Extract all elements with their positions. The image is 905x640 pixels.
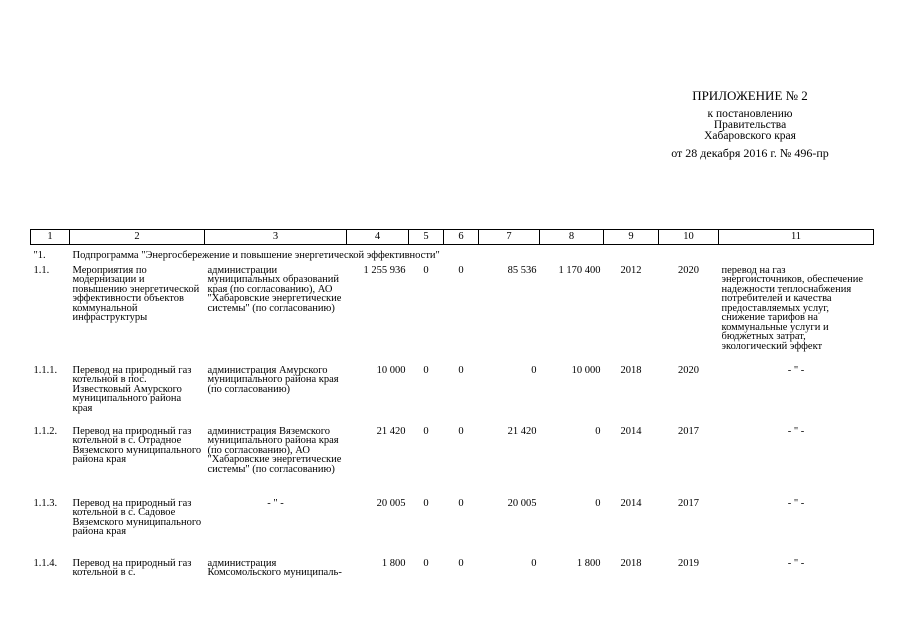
subprogram-number: "1. [33, 250, 46, 261]
row-col-5: 0 [423, 264, 429, 276]
appendix-line-1: к постановлению [707, 108, 793, 120]
row-executor: администрации муниципальных образований края (по согласованию), АО "Хабаровские энергетические системы" (по согласованию) [207, 264, 342, 314]
column-header: 11 [719, 230, 874, 245]
appendix-line-2: Правительства [713, 119, 787, 131]
row-col-9: 2014 [620, 497, 642, 509]
column-header: 10 [659, 230, 719, 245]
column-header: 6 [444, 230, 479, 245]
row-col-8: 0 [595, 425, 601, 437]
row-col-4: 21 420 [376, 425, 406, 437]
column-header: 8 [540, 230, 604, 245]
row-col-9: 2014 [620, 425, 642, 437]
appendix-date: от 28 декабря 2016 г. № 496-пр [671, 146, 829, 160]
row-executor: администрация Амурского муниципального района края (по согласованию) [207, 364, 339, 395]
row-col-6: 0 [458, 557, 464, 569]
row-col-6: 0 [458, 497, 464, 509]
row-name: Перевод на природный газ котельной в пос. Известковый Амурского муниципального района края [72, 364, 192, 414]
row-number: 1.1.2. [33, 425, 58, 437]
row-result: - " - [787, 364, 805, 376]
row-col-6: 0 [458, 364, 464, 376]
row-col-4: 20 005 [376, 497, 406, 509]
row-col-10: 2019 [678, 557, 699, 569]
row-result: - " - [787, 557, 805, 569]
row-number: 1.1. [33, 264, 50, 276]
row-col-9: 2018 [620, 364, 642, 376]
row-col-10: 2017 [678, 425, 699, 437]
row-name: Мероприятия по модернизации и повышению энергетической эффективности объектов коммунальной инфраструктуры [72, 264, 200, 323]
table-row [31, 263, 874, 363]
row-executor: - " - [267, 497, 284, 509]
row-col-4: 1 255 936 [363, 264, 406, 276]
column-header: 1 [31, 230, 70, 245]
row-col-6: 0 [458, 425, 464, 437]
row-col-7: 21 420 [507, 425, 537, 437]
column-number-row [31, 230, 874, 245]
row-name: Перевод на природный газ котельной в с. [72, 557, 192, 578]
column-header: 9 [604, 230, 659, 245]
row-result: перевод на газ энергоисточников, обеспечение надежности теплоснабжения потребителей и качества предоставляемых услуг, снижение тарифов на коммунальные услуги и бюджетных затрат, экологический эффект [721, 264, 863, 352]
table-row [31, 363, 874, 424]
column-header: 3 [205, 230, 347, 245]
row-name: Перевод на природный газ котельной в с. Садовое Вяземского муниципального района края [72, 497, 202, 537]
row-result: - " - [787, 497, 805, 509]
row-executor: администрация Комсомольского муниципаль- [207, 557, 342, 578]
row-col-10: 2020 [678, 264, 699, 276]
row-col-8: 10 000 [571, 364, 601, 376]
subprogram-title: Подпрограмма "Энергосбережение и повышение энергетической эффективности" [72, 250, 440, 261]
row-number: 1.1.4. [33, 557, 58, 569]
row-number: 1.1.1. [33, 364, 58, 376]
row-col-7: 0 [531, 364, 537, 376]
row-col-5: 0 [423, 497, 429, 509]
row-name: Перевод на природный газ котельной в с. Отрадное Вяземского муниципального района края [72, 425, 202, 465]
row-col-8: 1 170 400 [558, 264, 601, 276]
row-number: 1.1.3. [33, 497, 58, 509]
column-header: 4 [347, 230, 409, 245]
program-table [30, 229, 874, 586]
row-col-9: 2018 [620, 557, 642, 569]
row-col-5: 0 [423, 425, 429, 437]
table-row [31, 496, 874, 556]
column-header: 5 [409, 230, 444, 245]
row-col-7: 0 [531, 557, 537, 569]
row-col-10: 2017 [678, 497, 699, 509]
row-col-5: 0 [423, 364, 429, 376]
row-col-6: 0 [458, 264, 464, 276]
table-row [31, 424, 874, 496]
row-col-10: 2020 [678, 364, 699, 376]
row-col-8: 0 [595, 497, 601, 509]
row-col-7: 85 536 [507, 264, 537, 276]
column-header: 2 [70, 230, 205, 245]
row-col-5: 0 [423, 557, 429, 569]
row-col-7: 20 005 [507, 497, 537, 509]
subprogram-row [31, 245, 874, 263]
row-executor: администрация Вяземского муниципального района края (по согласованию), АО "Хабаровские энергетические системы" (по согласованию) [207, 425, 342, 475]
appendix-line-3: Хабаровского края [704, 130, 796, 142]
row-col-8: 1 800 [576, 557, 601, 569]
row-col-4: 1 800 [381, 557, 406, 569]
row-col-4: 10 000 [376, 364, 406, 376]
column-header: 7 [479, 230, 540, 245]
table-row [31, 556, 874, 586]
row-col-9: 2012 [620, 264, 642, 276]
appendix-block [620, 89, 880, 159]
row-result: - " - [787, 425, 805, 437]
appendix-title: ПРИЛОЖЕНИЕ № 2 [692, 88, 808, 103]
